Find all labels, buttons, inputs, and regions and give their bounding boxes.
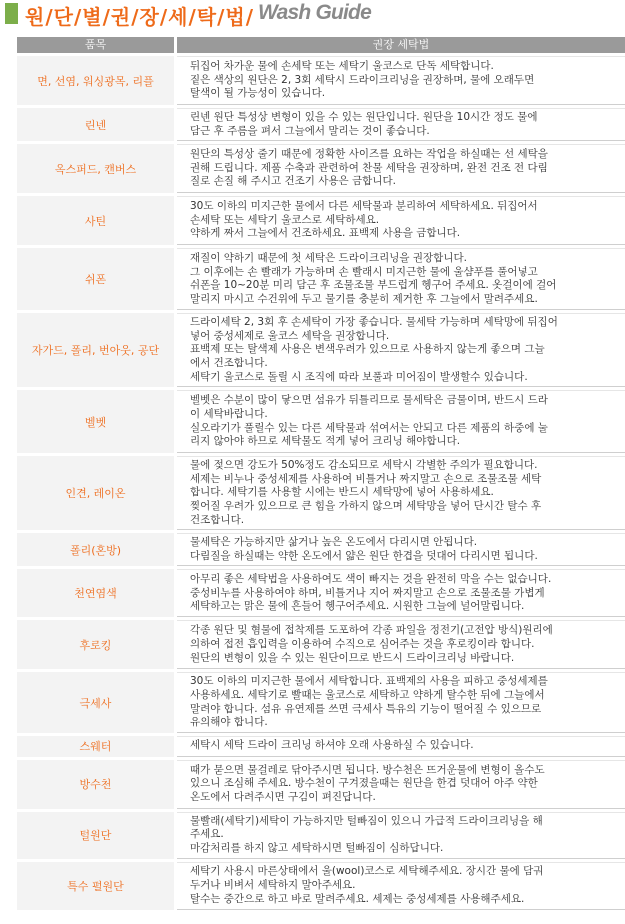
fabric-name: 쉬폰: [17, 248, 177, 310]
wash-method-text: 벨벳은 수분이 많이 닿으면 섬유가 뒤틀리므로 물세탁은 금물이며, 반드시 드라 이 세탁바랍니다. 실오라기가 풀릴수 있는 다른 세탁물과 섞여서는 안되고 다른 제품의 하중에 눌 리지 않아야 하므로 세탁물도 적게 넣어 크리닝 해야합니다.: [190, 394, 548, 448]
table-row: [17, 620, 625, 669]
wash-method-cell: [177, 736, 625, 757]
fabric-name: 천연염색: [17, 569, 177, 617]
wash-method-cell: [177, 812, 625, 859]
wash-method-cell: [177, 533, 625, 566]
fabric-name: 린넨: [17, 108, 177, 141]
table-row: [17, 862, 625, 910]
wash-method-cell: [177, 144, 625, 193]
wash-method-cell: [177, 56, 625, 105]
fabric-name: 스웨터: [17, 736, 177, 757]
fabric-name: 면, 선염, 워싱광목, 리플: [17, 56, 177, 105]
wash-method-text: 세탁시 세탁 드라이 크리닝 하셔야 오래 사용하실 수 있습니다.: [190, 739, 474, 752]
fabric-name: 인견, 레이온: [17, 456, 177, 530]
table-row: [17, 760, 625, 809]
fabric-name: 벨벳: [17, 390, 177, 453]
title-marker: [5, 3, 18, 24]
table-row: [17, 736, 625, 757]
wash-method-cell: [177, 456, 625, 530]
wash-method-text: 물빨래(세탁기)세탁이 가능하지만 털빠짐이 있으니 가급적 드라이크리닝을 해 주세요. 마감처리를 하지 않고 세탁하시면 털빠짐이 심하답니다.: [190, 814, 543, 855]
wash-guide-table: [17, 34, 625, 913]
title-korean: 원/단/별/권/장/세/탁/법/: [25, 5, 254, 29]
wash-method-text: 아무리 좋은 세탁법을 사용하여도 색이 빠지는 것을 완전히 막을 수는 없습니다. 중성비누를 사용하여야 하며, 비틀거나 지어 짜지말고 손으로 조물조물 가볍게 세탁하고는 맑은 물에 흔들어 헹구어주세요. 시원한 그늘에 널어말립니다.: [190, 572, 552, 613]
table-row: [17, 390, 625, 453]
table-row: [17, 569, 625, 617]
wash-method-cell: [177, 390, 625, 453]
table-row: [17, 144, 625, 193]
table-row: [17, 248, 625, 310]
table-row: [17, 56, 625, 105]
wash-method-cell: [177, 108, 625, 141]
fabric-name: 폴리(혼방): [17, 533, 177, 566]
wash-method-text: 물에 젖으면 강도가 50%정도 감소되므로 세탁시 각별한 주의가 필요합니다. 세제는 비누나 중성세제를 사용하여 비틀거나 짜지말고 손으로 조물조물 세탁 합니다. 세탁기를 사용할 시에는 반드시 세탁망에 넣어 사용하세요. 찢어질 우려가 있으므로 큰 힘을 가하지 않으며 세탁망을 넣어 단시간 탈수 후 건조합니다.: [190, 459, 542, 526]
wash-method-text: 세탁기 사용시 마른상태에서 울(wool)코스로 세탁해주세요. 장시간 물에 담궈 두거나 비벼서 세탁하지 말아주세요. 탈수는 중간으로 하고 바로 말려주세요. 세제는 중성세제를 사용해주세요.: [190, 865, 544, 905]
title-english: Wash Guide: [258, 1, 371, 24]
wash-method-text: 원단의 특성상 줄기 때문에 정확한 사이즈를 요하는 작업을 하실때는 선 세탁을 권해 드립니다. 제품 수축과 관련하여 찬물 세탁을 권장하며, 완전 건조 전 다림 질로 손질 해 주시고 건조기 사용은 금합니다.: [190, 148, 548, 188]
table-row: [17, 812, 625, 859]
wash-method-text: 30도 이하의 미지근한 물에서 세탁합니다. 표백제의 사용을 피하고 중성세제를 사용하세요. 세탁기로 빨때는 울코스로 세탁하고 약하게 탈수한 뒤에 그늘에서 말려야 합니다. 섬유 유연제를 쓰면 극세사 특유의 기능이 떨어질 수 있으므로 유의해야 합니다.: [190, 675, 548, 729]
page-header: [0, 0, 625, 30]
column-header-method: 권장 세탁법: [177, 37, 625, 53]
wash-method-text: 물세탁은 가능하지만 삶거나 높은 온도에서 다리시면 안됩니다. 다림질을 하실때는 약한 온도에서 얇은 원단 한겹을 덧대어 다리시면 됩니다.: [190, 536, 538, 562]
wash-method-text: 30도 이하의 미지근한 물에서 다른 세탁물과 분리하여 세탁하세요. 뒤집어서 손세탁 또는 세탁기 울코스로 세탁하세요. 약하게 짜서 그늘에서 건조하세요. 표백제 사용을 금합니다.: [190, 200, 538, 240]
fabric-name: 후로킹: [17, 620, 177, 669]
wash-method-cell: [177, 760, 625, 809]
wash-method-cell: [177, 862, 625, 910]
table-row: [17, 456, 625, 530]
fabric-name: 방수천: [17, 760, 177, 809]
wash-method-text: 각종 원단 및 혐물에 접착제를 도포하여 각종 파일을 정전기(고전압 방식)원리에 의하여 접전 흡입력을 이용하여 수직으로 심어주는 것을 후로킹이라 합니다. 원단의 변형이 있을 수 있는 원단이므로 반드시 드라이크리닝 바랍니다.: [190, 624, 553, 664]
wash-method-text: 때가 묻으면 물걸레로 닦아주시면 됩니다. 방수천은 뜨거운물에 변형이 올수도 있으니 조심해 주세요. 방수천이 구겨졌을때는 원단을 한겹 덧대어 아주 약한 온도에서 다려주시면 구김이 펴진답니다.: [190, 763, 545, 804]
fabric-name: 극세사: [17, 672, 177, 732]
wash-method-cell: [177, 620, 625, 669]
fabric-name: 털원단: [17, 812, 177, 859]
table-row: [17, 313, 625, 387]
fabric-name: 자가드, 폴리, 번아웃, 공단: [17, 313, 177, 387]
fabric-name: 특수 펄원단: [17, 862, 177, 910]
fabric-name: 사틴: [17, 196, 177, 245]
wash-method-text: 린넨 원단 특성상 변형이 있을 수 있는 원단입니다. 원단을 10시간 정도 물에 담근 후 주름을 펴서 그늘에서 말리는 것이 좋습니다.: [190, 111, 538, 137]
table-row: [17, 533, 625, 566]
wash-method-text: 재질이 약하기 때문에 첫 세탁은 드라이크리닝을 권장합니다. 그 이후에는 손 빨래가 가능하며 손 빨래시 미지근한 물에 울샴푸를 풀어넣고 쉬폰을 10~20분 미리 담근 후 조물조물 부드럽게 헹구어 주세요. 옷걸이에 걸어 말리지 마시고 수건위에 두고 물기를 충분히 제거한 후 그늘에서 말려주세요.: [190, 252, 557, 305]
wash-method-cell: [177, 248, 625, 310]
wash-method-cell: [177, 672, 625, 732]
wash-method-text: 뒤집어 차가운 물에 손세탁 또는 세탁기 울코스로 단독 세탁합니다. 짙은 색상의 원단은 2, 3회 세탁시 드라이크리닝을 권장하며, 물에 오래두면 탈색이 될 가능성이 있습니다.: [190, 60, 535, 100]
wash-method-text: 드라이세탁 2, 3회 후 손세탁이 가장 좋습니다. 물세탁 가능하며 세탁망에 뒤집어 넣어 중성세제로 울코스 세탁을 권장합니다. 표백제 또는 탈색제 사용은 변색우려가 있으므로 사용하지 않는게 좋으며 그늘 에서 건조합니다. 세탁기 울코스로 돌릴 시 조직에 따라 보풀과 미어짐이 발생할수 있습니다.: [190, 316, 558, 383]
column-header-item: 품목: [17, 37, 177, 53]
wash-method-cell: [177, 196, 625, 245]
table-header-row: [17, 37, 625, 53]
table-row: [17, 672, 625, 732]
fabric-name: 옥스퍼드, 캔버스: [17, 144, 177, 193]
wash-method-cell: [177, 569, 625, 617]
table-row: [17, 196, 625, 245]
wash-method-cell: [177, 313, 625, 387]
table-row: [17, 108, 625, 141]
